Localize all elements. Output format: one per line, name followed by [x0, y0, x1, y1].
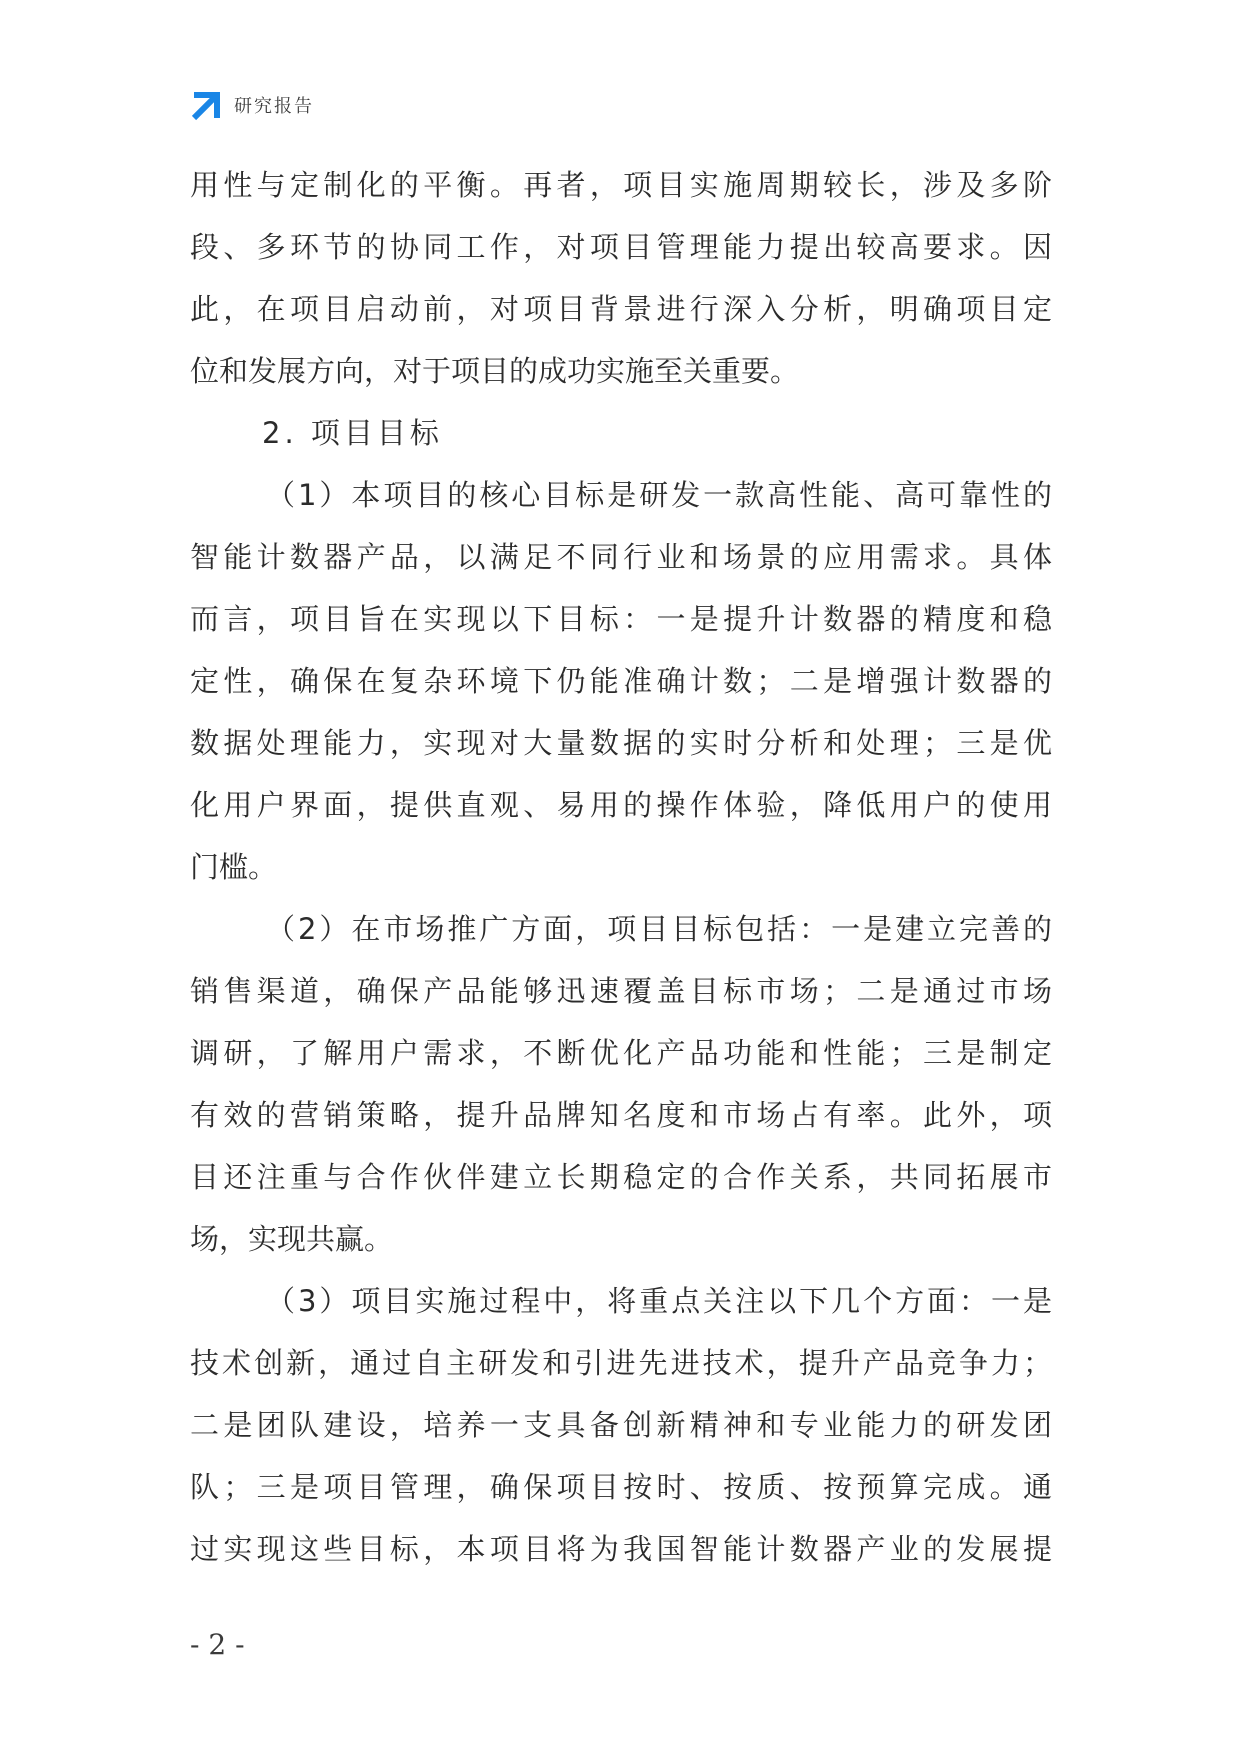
text-line: 场，实现共赢。	[190, 1222, 394, 1256]
report-header	[190, 88, 314, 122]
text-line: 化用户界面，提供直观、易用的操作体验，降低用户的使用	[190, 788, 1052, 822]
text-line: 用性与定制化的平衡。再者，项目实施周期较长，涉及多阶	[190, 168, 1052, 202]
text-line: （1）本项目的核心目标是研发一款高性能、高可靠性的	[266, 478, 1052, 512]
body-text	[190, 154, 1052, 1580]
text-line: 有效的营销策略，提升品牌知名度和市场占有率。此外，项	[190, 1098, 1052, 1132]
text-line: 门槛。	[190, 850, 278, 884]
text-line: 调研，了解用户需求，不断优化产品功能和性能；三是制定	[190, 1036, 1052, 1070]
text-line: 智能计数器产品，以满足不同行业和场景的应用需求。具体	[190, 540, 1052, 574]
text-line: 技术创新，通过自主研发和引进先进技术，提升产品竞争力；	[190, 1346, 1052, 1380]
text-line: 定性，确保在复杂环境下仍能准确计数；二是增强计数器的	[190, 664, 1052, 698]
text-line: 位和发展方向，对于项目的成功实施至关重要。	[190, 354, 800, 388]
header-label: 研究报告	[234, 96, 314, 117]
text-line: 销售渠道，确保产品能够迅速覆盖目标市场；二是通过市场	[190, 974, 1052, 1008]
text-line: 数据处理能力，实现对大量数据的实时分析和处理；三是优	[190, 726, 1052, 760]
section-heading: 2. 项目目标	[262, 416, 443, 450]
text-line: 过实现这些目标，本项目将为我国智能计数器产业的发展提	[190, 1532, 1052, 1566]
text-line: 队；三是项目管理，确保项目按时、按质、按预算完成。通	[190, 1470, 1052, 1504]
text-line: 而言，项目旨在实现以下目标：一是提升计数器的精度和稳	[190, 602, 1052, 636]
text-line: 此，在项目启动前，对项目背景进行深入分析，明确项目定	[190, 292, 1052, 326]
text-line: 段、多环节的协同工作，对项目管理能力提出较高要求。因	[190, 230, 1052, 264]
text-line: （2）在市场推广方面，项目目标包括：一是建立完善的	[266, 912, 1052, 946]
arrow-up-right-icon	[190, 88, 224, 122]
page-number: - 2 -	[190, 1628, 245, 1661]
text-line: 二是团队建设，培养一支具备创新精神和专业能力的研发团	[190, 1408, 1052, 1442]
text-line: 目还注重与合作伙伴建立长期稳定的合作关系，共同拓展市	[190, 1160, 1052, 1194]
text-line: （3）项目实施过程中，将重点关注以下几个方面：一是	[266, 1284, 1052, 1318]
